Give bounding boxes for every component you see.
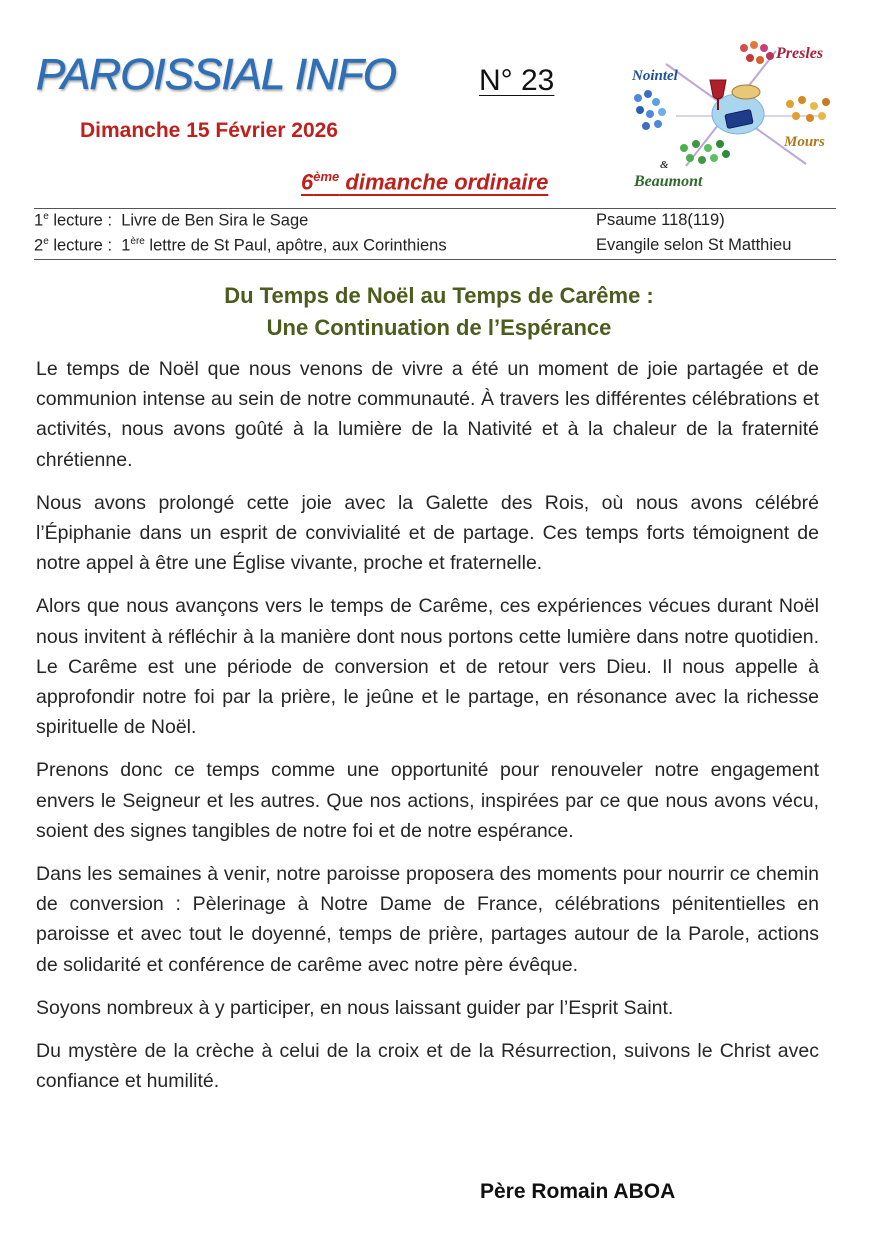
- first-reading-label: lecture :: [48, 211, 113, 230]
- paragraph: Du mystère de la crèche à celui de la croix et de la Résurrection, suivons le Christ avec confiance et humilité.: [36, 1040, 819, 1093]
- paragraph: Prenons donc ce temps comme une opportunité pour renouveler notre engagement envers le Seigneur et les autres. Que nos actions, inspirées par ce que nous avons vécu, soient des signes tangibles de notre foi et de notre espérance.: [36, 759, 819, 842]
- second-reading-text-number: 1: [121, 236, 131, 255]
- article-heading-line2: Une Continuation de l’Espérance: [266, 315, 612, 340]
- logo-town-nointel: Nointel: [632, 68, 678, 84]
- second-reading-text-ordinal: ère: [130, 236, 145, 247]
- people-icon-right: [786, 96, 830, 122]
- paragraph: Alors que nous avançons vers le temps de Carême, ces expériences vécues durant Noël nous invitent à réfléchir à la manière dont nous portons cette lumière dans notre quotidien. Le Carême est une période de conversion et de retour vers Dieu. Il nous appelle à approfondir notre foi par la prière, le jeûne et le partage, en résonance avec la richesse spirituelle de Noël.: [36, 595, 819, 739]
- liturgical-sunday: [301, 169, 548, 195]
- issue-number: N° 23: [479, 64, 555, 97]
- people-icon-left: [634, 90, 666, 130]
- psalm: Psaume 118(119): [596, 211, 725, 229]
- issue-date: Dimanche 15 Février 2026: [80, 119, 338, 142]
- first-reading-row: [34, 211, 308, 231]
- second-reading-row: [34, 236, 447, 256]
- second-reading-text: lettre de St Paul, apôtre, aux Corinthiens: [144, 236, 447, 255]
- paragraph: Le temps de Noël que nous venons de vivre a été un moment de joie partagée et de communion intense au sein de notre communauté. À travers les différentes célébrations et activités, nous avons goûté à la lumière de la Nativité et à la chaleur de la fraternité chrétienne.: [36, 358, 819, 471]
- paragraph: Nous avons prolongé cette joie avec la Galette des Rois, où nous avons célébré l’Épiphanie dans un esprit de convivialité et de partage. Ces temps forts témoignent de notre appel à être une Église vivante, proche et fraternelle.: [36, 491, 819, 575]
- logo-ampersand: &: [660, 159, 669, 171]
- parish-logo: [626, 36, 842, 194]
- gospel: Evangile selon St Matthieu: [596, 236, 792, 254]
- first-reading-number: 1: [34, 211, 44, 230]
- second-reading-number: 2: [34, 236, 44, 255]
- first-reading-ordinal: e: [43, 211, 49, 222]
- readings-table: [34, 208, 836, 260]
- logo-town-beaumont: Beaumont: [634, 173, 703, 190]
- signature: Père Romain ABOA: [480, 1180, 676, 1203]
- article-heading-line1: Du Temps de Noël au Temps de Carême :: [224, 283, 654, 308]
- people-icon-bottom: [680, 140, 730, 164]
- logo-town-presles: Presles: [776, 45, 824, 62]
- bread-basket-icon: [732, 85, 760, 99]
- sunday-number: 6: [301, 169, 314, 195]
- parish-logo-graphic: [626, 36, 842, 194]
- first-reading-text: Livre de Ben Sira le Sage: [121, 211, 309, 230]
- paragraph: Dans les semaines à venir, notre paroisse proposera des moments pour nourrir ce chemin de conversion : Pèlerinage à Notre Dame de France, célébrations pénitentielles en paroisse et avec tout le doyenné, temps de prière, partages autour de la Parole, actions de solidarité et conférence de carême avec notre père évêque.: [36, 863, 819, 976]
- second-reading-ordinal: e: [43, 236, 49, 247]
- paragraph: Soyons nombreux à y participer, en nous laissant guider par l’Esprit Saint.: [36, 996, 674, 1019]
- second-reading-label: lecture :: [48, 236, 113, 255]
- logo-town-mours: Mours: [784, 134, 825, 150]
- article-body: [36, 354, 819, 1109]
- sunday-ordinal: ème: [313, 169, 340, 184]
- sunday-text: dimanche ordinaire: [339, 169, 549, 195]
- article-heading: [0, 280, 878, 344]
- newsletter-title: PAROISSIAL INFO: [36, 50, 396, 99]
